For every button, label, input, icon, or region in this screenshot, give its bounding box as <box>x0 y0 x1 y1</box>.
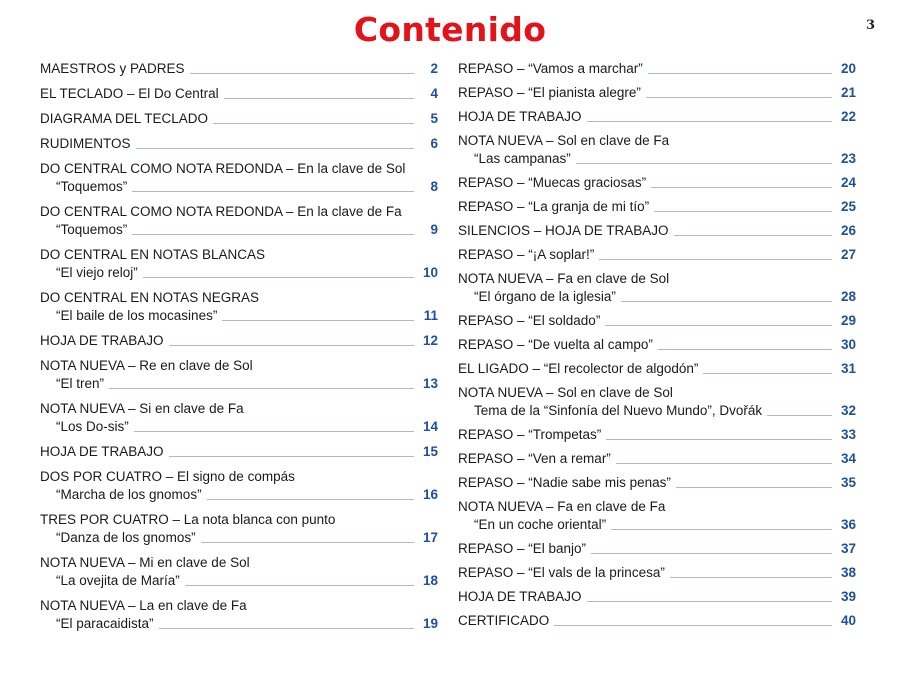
toc-entry[interactable] <box>40 597 438 633</box>
toc-entry-title: REPASO – “La granja de mi tío” <box>458 199 650 214</box>
toc-entry-title: NOTA NUEVA – Mi en clave de Sol <box>40 555 250 570</box>
toc-entry-title: EL TECLADO – El Do Central <box>40 86 219 101</box>
toc-entry[interactable] <box>458 384 856 420</box>
toc-entry-title: REPASO – “El banjo” <box>458 541 587 556</box>
page-number: 3 <box>866 18 876 33</box>
toc-entry[interactable] <box>458 588 856 606</box>
dot-leader <box>646 97 832 98</box>
dot-leader <box>587 121 832 122</box>
toc-page-number: 36 <box>840 517 856 532</box>
toc-entry-title: MAESTROS y PADRES <box>40 61 185 76</box>
toc-entry[interactable] <box>40 246 438 282</box>
dot-leader <box>554 625 832 626</box>
toc-page-number: 15 <box>422 444 438 459</box>
dot-leader <box>224 98 414 99</box>
toc-entry[interactable] <box>40 468 438 504</box>
toc-entry-title: REPASO – “De vuelta al campo” <box>458 337 653 352</box>
toc-entry[interactable] <box>458 174 856 192</box>
toc-entry[interactable] <box>40 511 438 547</box>
dot-leader <box>132 191 414 192</box>
toc-page-number: 18 <box>422 573 438 588</box>
toc-entry[interactable] <box>40 332 438 350</box>
dot-leader <box>190 73 414 74</box>
dot-leader <box>207 499 414 500</box>
toc-entry[interactable] <box>40 60 438 78</box>
toc-entry[interactable] <box>40 203 438 239</box>
toc-entry-subtitle: “En un coche oriental” <box>474 517 607 532</box>
dot-leader <box>222 320 414 321</box>
dot-leader <box>648 73 832 74</box>
toc-entry-subtitle: Tema de la “Sinfonía del Nuevo Mundo”, Dvořák <box>474 403 763 418</box>
toc-right-column <box>458 60 856 636</box>
dot-leader <box>134 431 414 432</box>
dot-leader <box>621 301 832 302</box>
toc-entry-title: NOTA NUEVA – Fa en clave de Sol <box>458 271 670 286</box>
toc-entry[interactable] <box>458 222 856 240</box>
dot-leader <box>587 601 832 602</box>
toc-entry-title: DO CENTRAL COMO NOTA REDONDA – En la clave de Sol <box>40 161 406 176</box>
toc-entry-subtitle: “El viejo reloj” <box>56 265 138 280</box>
toc-entry-title: NOTA NUEVA – Si en clave de Fa <box>40 401 244 416</box>
toc-entry-title: NOTA NUEVA – Re en clave de Sol <box>40 358 253 373</box>
toc-entry-subtitle: “Danza de los gnomos” <box>56 530 196 545</box>
toc-entry[interactable] <box>458 360 856 378</box>
toc-page-number: 27 <box>840 247 856 262</box>
toc-entry-title: HOJA DE TRABAJO <box>458 109 582 124</box>
toc-page-number: 29 <box>840 313 856 328</box>
toc-entry-title: REPASO – “Muecas graciosas” <box>458 175 647 190</box>
toc-page-number: 34 <box>840 451 856 466</box>
toc-left-column <box>40 60 438 640</box>
toc-entry-subtitle: “Toquemos” <box>56 222 128 237</box>
page-title: Contenido <box>353 10 547 49</box>
toc-page-number: 25 <box>840 199 856 214</box>
toc-entry-subtitle: “Toquemos” <box>56 179 128 194</box>
toc-page-number: 5 <box>430 111 438 126</box>
dot-leader <box>676 487 832 488</box>
toc-entry[interactable] <box>458 474 856 492</box>
dot-leader <box>213 123 414 124</box>
dot-leader <box>576 163 832 164</box>
toc-entry[interactable] <box>40 357 438 393</box>
toc-page-number: 37 <box>840 541 856 556</box>
toc-entry-title: REPASO – “El pianista alegre” <box>458 85 641 100</box>
dot-leader <box>616 463 832 464</box>
toc-entry[interactable] <box>458 108 856 126</box>
dot-leader <box>703 373 832 374</box>
toc-page-number: 39 <box>840 589 856 604</box>
toc-entry-title: DO CENTRAL COMO NOTA REDONDA – En la clave de Fa <box>40 204 402 219</box>
toc-page-number: 40 <box>840 613 856 628</box>
toc-entry-title: REPASO – “El vals de la princesa” <box>458 565 665 580</box>
toc-page-number: 10 <box>422 265 438 280</box>
dot-leader <box>670 577 832 578</box>
toc-page-number: 9 <box>430 222 438 237</box>
toc-page-number: 16 <box>422 487 438 502</box>
dot-leader <box>606 439 832 440</box>
toc-entry-title: REPASO – “¡A soplar!” <box>458 247 595 262</box>
toc-entry-title: REPASO – “Ven a remar” <box>458 451 611 466</box>
dot-leader <box>611 529 832 530</box>
toc-entry-title: DOS POR CUATRO – El signo de compás <box>40 469 295 484</box>
dot-leader <box>159 628 414 629</box>
toc-page-number: 6 <box>430 136 438 151</box>
toc-page-number: 19 <box>422 616 438 631</box>
dot-leader <box>591 553 832 554</box>
dot-leader <box>599 259 832 260</box>
toc-entry[interactable] <box>40 110 438 128</box>
toc-entry-title: NOTA NUEVA – Sol en clave de Fa <box>458 133 670 148</box>
toc-entry[interactable] <box>40 443 438 461</box>
toc-entry-title: TRES POR CUATRO – La nota blanca con punto <box>40 512 336 527</box>
toc-entry-title: RUDIMENTOS <box>40 136 131 151</box>
toc-entry[interactable] <box>458 540 856 558</box>
dot-leader <box>201 542 414 543</box>
toc-entry-subtitle: “Marcha de los gnomos” <box>56 487 202 502</box>
toc-page-number: 30 <box>840 337 856 352</box>
toc-entry[interactable] <box>458 612 856 630</box>
toc-entry[interactable] <box>458 564 856 582</box>
toc-page-number: 2 <box>430 61 438 76</box>
dot-leader <box>109 388 414 389</box>
toc-page-number: 22 <box>840 109 856 124</box>
toc-entry-title: CERTIFICADO <box>458 613 550 628</box>
toc-page-number: 11 <box>423 308 438 323</box>
toc-entry-subtitle: “El baile de los mocasines” <box>56 308 218 323</box>
toc-page-number: 8 <box>430 179 438 194</box>
toc-entry-title: DIAGRAMA DEL TECLADO <box>40 111 209 126</box>
dot-leader <box>136 148 414 149</box>
toc-page-number: 35 <box>840 475 856 490</box>
toc-page-number: 23 <box>840 151 856 166</box>
dot-leader <box>143 277 414 278</box>
toc-entry-title: SILENCIOS – HOJA DE TRABAJO <box>458 223 669 238</box>
dot-leader <box>132 234 414 235</box>
toc-entry-title: REPASO – “Trompetas” <box>458 427 602 442</box>
toc-page-number: 14 <box>422 419 438 434</box>
toc-entry-title: HOJA DE TRABAJO <box>40 444 164 459</box>
toc-entry[interactable] <box>458 336 856 354</box>
dot-leader <box>651 187 832 188</box>
toc-entry[interactable] <box>40 289 438 325</box>
toc-page-number: 32 <box>840 403 856 418</box>
toc-page-number: 31 <box>840 361 856 376</box>
dot-leader <box>169 345 414 346</box>
toc-entry-title: DO CENTRAL EN NOTAS NEGRAS <box>40 290 260 305</box>
toc-entry[interactable] <box>40 85 438 103</box>
toc-entry-title: NOTA NUEVA – La en clave de Fa <box>40 598 247 613</box>
toc-entry-subtitle: “El tren” <box>56 376 105 391</box>
dot-leader <box>674 235 832 236</box>
toc-page-number: 26 <box>840 223 856 238</box>
toc-entry-subtitle: “Las campanas” <box>474 151 571 166</box>
toc-entry[interactable] <box>40 554 438 590</box>
toc-entry[interactable] <box>458 426 856 444</box>
toc-entry-title: REPASO – “El soldado” <box>458 313 601 328</box>
toc-entry[interactable] <box>458 498 856 534</box>
toc-page-number: 28 <box>840 289 856 304</box>
toc-entry-subtitle: “La ovejita de María” <box>56 573 180 588</box>
toc-page-number: 17 <box>422 530 438 545</box>
dot-leader <box>658 349 832 350</box>
toc-entry-title: HOJA DE TRABAJO <box>40 333 164 348</box>
toc-entry[interactable] <box>40 400 438 436</box>
toc-entry-subtitle: “El órgano de la iglesia” <box>474 289 616 304</box>
toc-entry[interactable] <box>458 312 856 330</box>
toc-entry[interactable] <box>458 270 856 306</box>
toc-entry[interactable] <box>458 450 856 468</box>
toc-page-number: 38 <box>840 565 856 580</box>
toc-entry-title: HOJA DE TRABAJO <box>458 589 582 604</box>
toc-entry-title: DO CENTRAL EN NOTAS BLANCAS <box>40 247 266 262</box>
toc-entry[interactable] <box>458 60 856 78</box>
dot-leader <box>654 211 832 212</box>
toc-entry-title: NOTA NUEVA – Sol en clave de Sol <box>458 385 673 400</box>
toc-page-number: 24 <box>840 175 856 190</box>
dot-leader <box>605 325 832 326</box>
toc-entry-title: NOTA NUEVA – Fa en clave de Fa <box>458 499 666 514</box>
toc-page-number: 4 <box>430 86 438 101</box>
dot-leader <box>185 585 414 586</box>
toc-page-number: 20 <box>840 61 856 76</box>
toc-entry[interactable] <box>458 246 856 264</box>
toc-entry[interactable] <box>458 132 856 168</box>
dot-leader <box>767 415 832 416</box>
toc-entry-subtitle: “El paracaidista” <box>56 616 154 631</box>
toc-entry-title: REPASO – “Nadie sabe mis penas” <box>458 475 671 490</box>
toc-entry[interactable] <box>458 198 856 216</box>
toc-page-number: 21 <box>840 85 856 100</box>
toc-page-number: 13 <box>422 376 438 391</box>
toc-entry-title: REPASO – “Vamos a marchar” <box>458 61 643 76</box>
toc-entry-subtitle: “Los Do-sis” <box>56 419 129 434</box>
dot-leader <box>169 456 414 457</box>
toc-entry[interactable] <box>458 84 856 102</box>
toc-page-number: 33 <box>840 427 856 442</box>
toc-entry[interactable] <box>40 160 438 196</box>
toc-entry[interactable] <box>40 135 438 153</box>
toc-entry-title: EL LIGADO – “El recolector de algodón” <box>458 361 699 376</box>
toc-page-number: 12 <box>422 333 438 348</box>
